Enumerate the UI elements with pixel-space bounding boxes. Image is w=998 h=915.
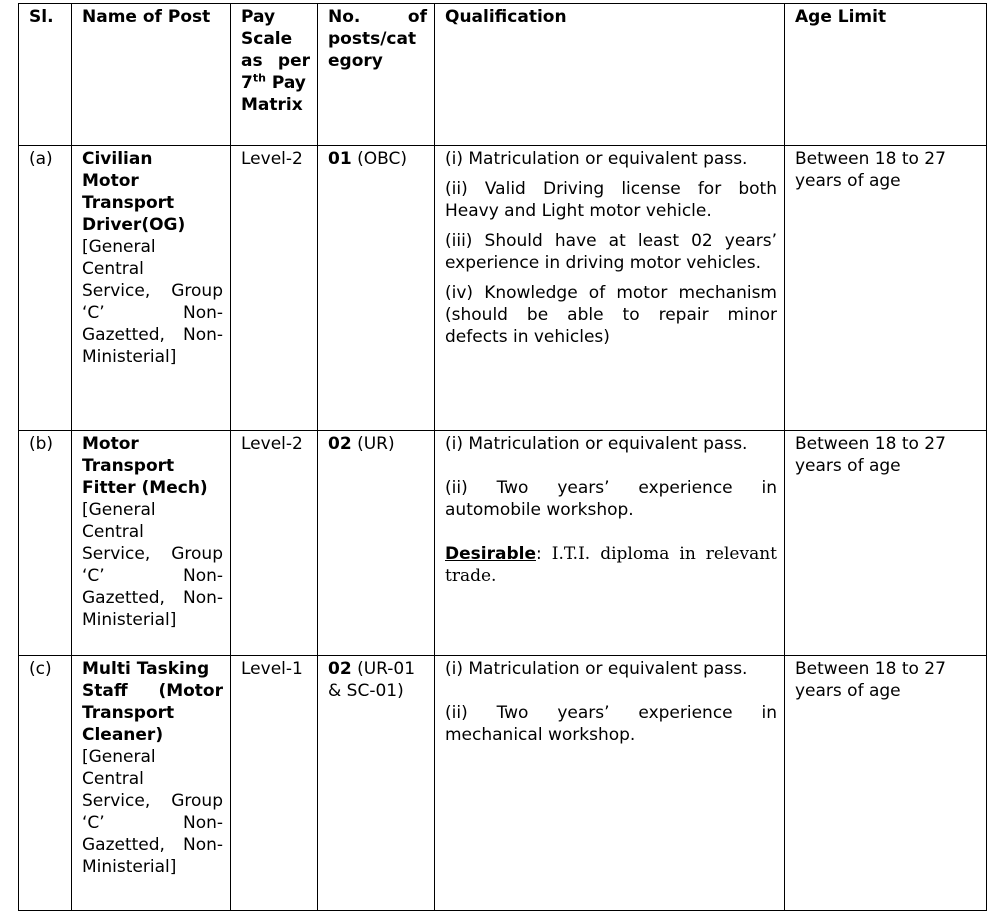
posts-count: 01 [328, 149, 352, 169]
header-name-of-post: Name of Post [72, 4, 231, 146]
post-detail-line: Gazetted, Non- [82, 325, 223, 345]
header-age-limit: Age Limit [785, 4, 987, 146]
pay-scale-line: Matrix [241, 95, 303, 115]
header-row [19, 4, 987, 146]
post-title-line: Driver(OG) [82, 215, 186, 235]
pay-scale-line: 7th Pay [241, 71, 306, 93]
post-title-line: Transport [82, 456, 175, 476]
qualification-cell [435, 656, 785, 911]
sl-cell: (a) [19, 146, 72, 431]
post-title-line: Motor [82, 434, 139, 454]
post-detail-line: Central [82, 769, 144, 789]
qualification-item: (iv) Knowledge of motor mechanism (should be able to repair minor defects in vehicles) [445, 283, 777, 347]
posts-category: (OBC) [351, 149, 407, 169]
pay-level-cell: Level-2 [231, 146, 318, 431]
posts-header-line: No. of [328, 7, 427, 27]
posts-count: 02 [328, 659, 352, 679]
posts-header-line: egory [328, 51, 383, 71]
table-row [19, 431, 987, 656]
qualification-item: (iii) Should have at least 02 years’ experience in driving motor vehicles. [445, 231, 777, 273]
pay-scale-line: as per [241, 51, 310, 71]
posts-category: (UR) [351, 434, 395, 454]
post-detail-line: Gazetted, Non- [82, 588, 223, 608]
post-detail-line: Ministerial] [82, 610, 177, 630]
pay-level-cell: Level-1 [231, 656, 318, 911]
qualification-item: (ii) Two years’ experience in mechanical workshop. [445, 703, 777, 745]
post-detail-line: Ministerial] [82, 857, 177, 877]
post-title-line: Transport [82, 703, 175, 723]
qualification-item: (ii) Valid Driving license for both Heavy and Light motor vehicle. [445, 179, 777, 221]
desirable-text: I.T.I. diploma in relevant trade. [445, 544, 777, 586]
post-detail-line: ‘C’ Non- [82, 566, 223, 586]
post-detail-line: [General [82, 747, 156, 767]
posts-cell [318, 656, 435, 911]
post-title-line: Motor [82, 171, 139, 191]
post-title-line: Multi Tasking [82, 659, 210, 679]
posts-header-line: posts/cat [328, 29, 417, 49]
post-name-cell [72, 656, 231, 911]
post-detail-line: ‘C’ Non- [82, 813, 223, 833]
post-name-cell [72, 146, 231, 431]
qualification-cell [435, 146, 785, 431]
post-detail-line: [General [82, 500, 156, 520]
post-title-line: Staff (Motor [82, 681, 223, 701]
qualification-item: (i) Matriculation or equivalent pass. [445, 149, 748, 169]
post-detail-line: Service, Group [82, 791, 223, 811]
pay-level-cell: Level-2 [231, 431, 318, 656]
age-limit-cell: Between 18 to 27 years of age [785, 656, 987, 911]
age-limit-cell: Between 18 to 27 years of age [785, 431, 987, 656]
header-qualification: Qualification [435, 4, 785, 146]
sl-cell: (c) [19, 656, 72, 911]
posts-cell [318, 146, 435, 431]
qualification-item: (ii) Two years’ experience in automobile workshop. [445, 478, 777, 520]
pay-scale-line: Scale [241, 29, 293, 49]
post-detail-line: Central [82, 522, 144, 542]
header-no-of-posts [318, 4, 435, 146]
pay-scale-line: Pay [241, 7, 276, 27]
posts-cell [318, 431, 435, 656]
posts-category: (UR-01 & SC-01) [328, 659, 416, 701]
desirable-label: Desirable [445, 544, 536, 564]
recruitment-table [18, 3, 987, 911]
table-row [19, 656, 987, 911]
qualification-cell [435, 431, 785, 656]
posts-count: 02 [328, 434, 352, 454]
age-limit-cell: Between 18 to 27 years of age [785, 146, 987, 431]
post-detail-line: Ministerial] [82, 347, 177, 367]
post-title-line: Cleaner) [82, 725, 164, 745]
post-title-line: Civilian [82, 149, 153, 169]
post-detail-line: Gazetted, Non- [82, 835, 223, 855]
desirable-note: Desirable: I.T.I. diploma in relevant trade. [445, 544, 777, 586]
post-detail-line: Service, Group [82, 281, 223, 301]
post-detail-line: Service, Group [82, 544, 223, 564]
post-detail-line: [General [82, 237, 156, 257]
header-sl: Sl. [19, 4, 72, 146]
table-row [19, 146, 987, 431]
header-pay-scale [231, 4, 318, 146]
post-title-line: Transport [82, 193, 175, 213]
post-title-line: Fitter (Mech) [82, 478, 208, 498]
post-detail-line: ‘C’ Non- [82, 303, 223, 323]
qualification-item: (i) Matriculation or equivalent pass. [445, 434, 748, 454]
qualification-item: (i) Matriculation or equivalent pass. [445, 659, 748, 679]
post-name-cell [72, 431, 231, 656]
post-detail-line: Central [82, 259, 144, 279]
sl-cell: (b) [19, 431, 72, 656]
